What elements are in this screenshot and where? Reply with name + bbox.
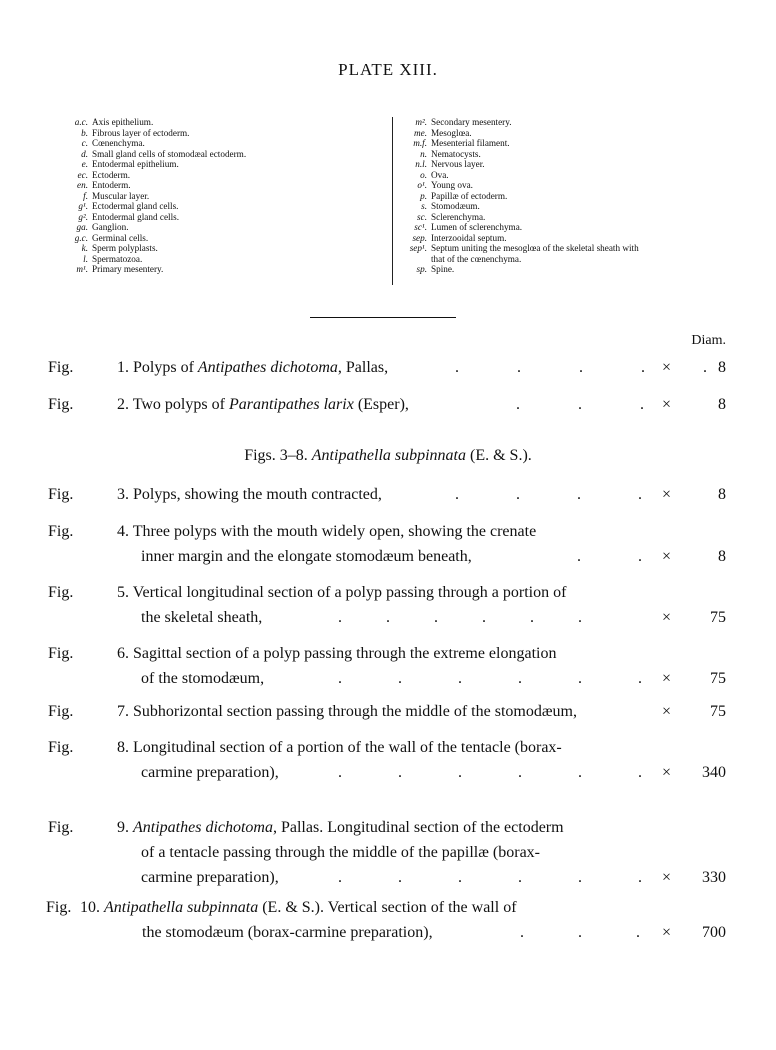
abbreviation-key: m². [415, 117, 427, 127]
fig-number: 3. [117, 486, 129, 503]
leader-dot: . [398, 764, 402, 781]
fig-label: Fig. [46, 899, 72, 916]
leader-dot: . [338, 869, 342, 886]
abbreviation-key: sc¹. [414, 222, 427, 232]
leader-dot: . [455, 486, 459, 503]
times-sign: × [662, 924, 672, 941]
leader-dot: . [530, 609, 534, 626]
abbreviation-text: Young ova. [431, 180, 473, 190]
abbreviation-key: en. [77, 180, 88, 190]
abbreviation-row [50, 117, 340, 128]
abbreviation-text: Lumen of sclerenchyma. [431, 222, 523, 232]
abbreviation-text: Stomodæum. [431, 201, 480, 211]
abbreviation-key: ec. [77, 169, 88, 180]
magnification: 8 [718, 486, 726, 503]
abbreviation-key: m.f. [413, 138, 427, 148]
abbreviation-key: a.c. [74, 117, 88, 127]
leader-dot: . [636, 924, 640, 941]
abbreviation-row [50, 254, 340, 265]
abbreviation-text: Ectodermal gland cells. [92, 201, 179, 211]
abbreviation-text: Axis epithelium. [92, 117, 154, 127]
caption-text: Sagittal section of a polyp passing through the extreme elongation [133, 645, 557, 662]
magnification: 8 [718, 396, 726, 413]
leader-dot: . [517, 359, 521, 376]
leader-dot: . [578, 924, 582, 941]
abbreviation-key: sep¹. [409, 243, 427, 253]
abbreviation-row [50, 233, 340, 244]
leader-dot: . [578, 764, 582, 781]
leader-dot: . [577, 548, 581, 565]
fig-caption [117, 815, 647, 890]
leader-dot: . [458, 670, 462, 687]
abbreviation-row [393, 243, 763, 254]
leader-dot: . [482, 609, 486, 626]
abbreviation-key: m¹. [76, 264, 88, 274]
abbreviation-key: sp. [416, 264, 427, 274]
abbreviation-text: Small gland cells of stomodæal ectoderm. [92, 148, 247, 159]
abbreviation-row [393, 254, 763, 265]
abbreviation-row [50, 138, 340, 149]
magnification: 8 [718, 359, 726, 376]
leader-dot: . [641, 359, 645, 376]
leader-dot: . [578, 869, 582, 886]
times-sign: × [662, 670, 672, 687]
leader-dot: . [638, 548, 642, 565]
fig-number: 4. [117, 523, 129, 540]
leader-dot: . [578, 396, 582, 413]
caption-text: Polyps of [133, 359, 194, 376]
abbreviation-key: p. [420, 190, 427, 201]
times-sign: × [662, 396, 672, 413]
fig-label: Fig. [48, 396, 74, 413]
magnification: 8 [718, 548, 726, 565]
caption-text: (E. & S.). Vertical section of the wall of [258, 899, 517, 916]
fig-caption [117, 641, 647, 691]
species-name: Antipathella subpinnata [311, 447, 466, 464]
abbreviation-row [393, 191, 763, 202]
abbreviation-row [393, 180, 763, 191]
caption-text: Longitudinal section of a portion of the wall of the tentacle (borax- [133, 739, 562, 756]
fig-label: Fig. [48, 739, 74, 756]
fig-number: 10. [80, 899, 100, 916]
abbreviation-row [50, 243, 340, 254]
fig-caption [80, 895, 660, 945]
fig-label: Fig. [48, 703, 74, 720]
caption-text: Polyps, showing the mouth contracted, [133, 486, 382, 503]
abbreviation-text: Ova. [431, 169, 449, 180]
abbreviation-row [50, 212, 340, 223]
leader-dot: . [458, 764, 462, 781]
abbreviation-text: Entodermal gland cells. [92, 211, 179, 222]
leader-dot: . [520, 924, 524, 941]
leader-dot: . [577, 486, 581, 503]
caption-text: carmine preparation), [141, 869, 279, 886]
abbreviation-key: d. [81, 148, 88, 159]
abbreviations-right [392, 117, 763, 285]
abbreviation-row [50, 170, 340, 181]
abbreviation-key: me. [413, 127, 427, 138]
fig-caption [117, 355, 647, 380]
fig-number: 9. [117, 819, 129, 836]
leader-dot: . [386, 609, 390, 626]
caption-text: Two polyps of [132, 396, 225, 413]
abbreviation-row [50, 191, 340, 202]
caption-text: , Pallas. Longitudinal section of the ectoderm [272, 819, 564, 836]
species-name: Parantipathes larix [228, 396, 354, 413]
abbreviation-key: o. [420, 169, 427, 180]
leader-dot: . [638, 764, 642, 781]
abbreviation-text: Secondary mesentery. [431, 117, 512, 127]
abbreviation-row [393, 138, 763, 149]
abbreviation-text: Mesenterial filament. [431, 138, 510, 148]
abbreviation-text: Interzooidal septum. [431, 232, 507, 243]
abbreviation-row [50, 159, 340, 170]
fig-number: 6. [117, 645, 129, 662]
abbreviation-key: k. [81, 243, 88, 253]
fig-label: Fig. [48, 819, 74, 836]
caption-text: inner margin and the elongate stomodæum beneath, [141, 548, 472, 565]
fig-label: Fig. [48, 584, 74, 601]
abbreviation-row [393, 233, 763, 244]
fig-label: Fig. [48, 486, 74, 503]
fig-caption [117, 519, 647, 569]
abbreviation-row [393, 149, 763, 160]
abbreviation-key: g.c. [74, 232, 88, 243]
caption-text: of a tentacle passing through the middle of the papillæ (borax- [141, 844, 540, 861]
times-sign: × [662, 703, 672, 720]
leader-dot: . [578, 609, 582, 626]
abbreviation-row [50, 264, 340, 275]
fig-caption [117, 735, 647, 785]
caption-text: (Esper), [353, 396, 409, 413]
abbreviation-key: g¹. [78, 201, 88, 211]
abbreviation-row [393, 201, 763, 212]
abbreviation-text: Septum uniting the mesoglœa of the skeletal sheath with [431, 243, 639, 253]
fig-number: 8. [117, 739, 129, 756]
leader-dot: . [398, 670, 402, 687]
fig-number: 5. [117, 584, 129, 601]
caption-text: the stomodæum (borax-carmine preparation), [142, 924, 433, 941]
abbreviation-key: s. [421, 201, 427, 211]
abbreviation-text: Germinal cells. [92, 232, 149, 243]
fig-label: Fig. [48, 645, 74, 662]
abbreviation-row [393, 159, 763, 170]
abbreviation-key: n.l. [415, 159, 427, 169]
leader-dot: . [638, 869, 642, 886]
leader-dot: . [579, 359, 583, 376]
leader-dot: . [518, 670, 522, 687]
abbreviation-row [50, 180, 340, 191]
leader-dot: . [638, 670, 642, 687]
leader-dot: . [398, 869, 402, 886]
abbreviation-text: Spermatozoa. [92, 253, 143, 264]
abbreviation-text: that of the cœnenchyma. [431, 253, 522, 264]
fig-caption [117, 580, 647, 630]
fig-number: 7. [117, 703, 129, 720]
magnification: 700 [702, 924, 726, 941]
abbreviation-key: o¹. [417, 180, 427, 190]
abbreviation-key: l. [83, 253, 88, 264]
divider-rule [310, 317, 456, 318]
leader-dot: . [518, 869, 522, 886]
caption-text: Vertical longitudinal section of a polyp passing through a portion of [132, 584, 567, 601]
abbreviation-row [393, 117, 763, 128]
times-sign: × [662, 764, 672, 781]
species-name: Antipathes dichotoma [133, 819, 273, 836]
abbreviation-key: c. [81, 138, 88, 148]
group-heading [0, 447, 776, 465]
leader-dot: . [638, 486, 642, 503]
abbreviation-key: g². [78, 211, 88, 222]
abbreviation-text: Sclerenchyma. [431, 211, 486, 222]
fig-number: 2. [117, 396, 129, 413]
fig-label: Fig. [48, 359, 74, 376]
heading-prefix: Figs. 3–8. [244, 447, 308, 464]
fig-caption [117, 392, 647, 417]
plate-title: PLATE XIII. [338, 60, 438, 79]
abbreviation-key: ga. [76, 222, 88, 232]
caption-text: of the stomodæum, [141, 670, 265, 687]
fig-number: 1. [117, 359, 129, 376]
caption-text: carmine preparation), [141, 764, 279, 781]
abbreviation-key: f. [83, 190, 88, 201]
heading-suffix: (E. & S.). [470, 447, 532, 464]
leader-dot: . [458, 869, 462, 886]
abbreviations-left [50, 117, 340, 275]
abbreviation-key: sc. [417, 211, 427, 222]
leader-dot: . [338, 670, 342, 687]
leader-dot: . [703, 359, 707, 376]
abbreviation-text: Mesoglœa. [431, 127, 472, 138]
abbreviation-row [393, 222, 763, 233]
caption-text: the skeletal sheath, [141, 609, 263, 626]
leader-dot: . [338, 764, 342, 781]
abbreviation-row [50, 201, 340, 212]
leader-dot: . [518, 764, 522, 781]
abbreviation-text: Ectoderm. [92, 169, 131, 180]
abbreviation-text: Nematocysts. [431, 148, 481, 159]
abbreviation-row [50, 149, 340, 160]
abbreviation-text: Sperm polyplasts. [92, 243, 158, 253]
abbreviation-text: Muscular layer. [92, 190, 150, 201]
abbreviation-text: Entoderm. [92, 180, 131, 190]
abbreviation-key: n. [420, 148, 427, 159]
abbreviation-text: Primary mesentery. [92, 264, 164, 274]
magnification: 330 [702, 869, 726, 886]
diam-header: Diam. [691, 333, 726, 348]
fig-label: Fig. [48, 523, 74, 540]
leader-dot: . [640, 396, 644, 413]
magnification: 340 [702, 764, 726, 781]
leader-dot: . [338, 609, 342, 626]
magnification: 75 [710, 703, 726, 720]
abbreviation-key: sep. [412, 232, 427, 243]
abbreviation-text: Fibrous layer of ectoderm. [92, 127, 190, 138]
leader-dot: . [516, 486, 520, 503]
leader-dot: . [516, 396, 520, 413]
species-name: Antipathes dichotoma [197, 359, 338, 376]
magnification: 75 [710, 609, 726, 626]
abbreviation-key: b. [81, 127, 88, 138]
abbreviation-row [393, 212, 763, 223]
abbreviation-row [393, 128, 763, 139]
magnification: 75 [710, 670, 726, 687]
abbreviation-row [393, 264, 763, 275]
times-sign: × [662, 486, 672, 503]
abbreviation-text: Papillæ of ectoderm. [431, 190, 508, 201]
times-sign: × [662, 609, 672, 626]
caption-text: Subhorizontal section passing through the middle of the stomodæum, [133, 703, 577, 720]
abbreviation-text: Entodermal epithelium. [92, 159, 179, 169]
abbreviation-text: Spine. [431, 264, 455, 274]
species-name: Antipathella subpinnata [104, 899, 259, 916]
abbreviation-row [50, 222, 340, 233]
times-sign: × [662, 869, 672, 886]
leader-dot: . [434, 609, 438, 626]
caption-text: , Pallas, [337, 359, 389, 376]
leader-dot: . [455, 359, 459, 376]
abbreviation-key: e. [81, 159, 88, 169]
fig-caption [117, 482, 647, 507]
fig-caption [117, 699, 662, 724]
abbreviation-text: Nervous layer. [431, 159, 485, 169]
abbreviation-text: Cœnenchyma. [92, 138, 145, 148]
times-sign: × [662, 548, 672, 565]
caption-text: Three polyps with the mouth widely open, showing the crenate [132, 523, 537, 540]
leader-dot: . [578, 670, 582, 687]
times-sign: × [662, 359, 672, 376]
abbreviation-row [393, 170, 763, 181]
abbreviation-row [50, 128, 340, 139]
abbreviation-text: Ganglion. [92, 222, 129, 232]
